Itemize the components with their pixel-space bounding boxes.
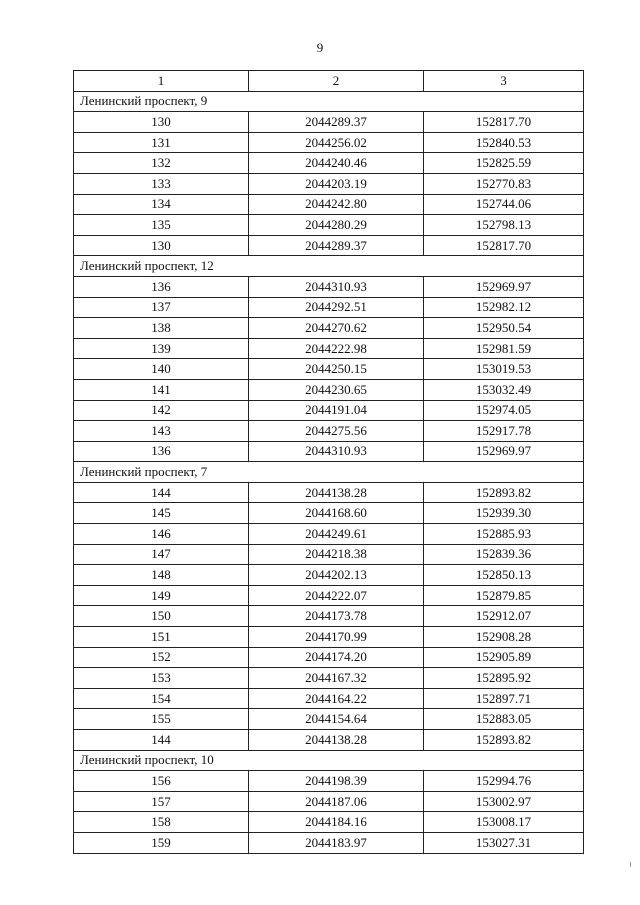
coordinate-y-cell: 152994.76 xyxy=(424,771,584,792)
coordinate-x-cell: 2044168.60 xyxy=(249,503,424,524)
point-number-cell: 136 xyxy=(74,276,249,297)
coordinate-y-cell: 153008.17 xyxy=(424,812,584,833)
coordinate-y-cell: 152893.82 xyxy=(424,730,584,751)
point-number-cell: 158 xyxy=(74,812,249,833)
coordinate-y-cell: 152905.89 xyxy=(424,647,584,668)
point-number-cell: 151 xyxy=(74,627,249,648)
point-number-cell: 159 xyxy=(74,832,249,853)
point-number-cell: 130 xyxy=(74,235,249,256)
coordinate-x-cell: 2044222.07 xyxy=(249,585,424,606)
coordinate-x-cell: 2044310.93 xyxy=(249,441,424,462)
point-number-cell: 138 xyxy=(74,318,249,339)
table-row xyxy=(74,730,584,751)
coordinate-y-cell: 152879.85 xyxy=(424,585,584,606)
coordinate-y-cell: 152969.97 xyxy=(424,441,584,462)
coordinate-x-cell: 2044310.93 xyxy=(249,276,424,297)
point-number-cell: 137 xyxy=(74,297,249,318)
point-number-cell: 157 xyxy=(74,791,249,812)
table-row xyxy=(74,112,584,133)
point-number-cell: 135 xyxy=(74,215,249,236)
coordinate-x-cell: 2044256.02 xyxy=(249,132,424,153)
point-number-cell: 144 xyxy=(74,730,249,751)
table-row xyxy=(74,544,584,565)
point-number-cell: 146 xyxy=(74,524,249,545)
table-row xyxy=(74,359,584,380)
table-row xyxy=(74,668,584,689)
coordinate-y-cell: 152839.36 xyxy=(424,544,584,565)
section-title: Ленинский проспект, 7 xyxy=(74,462,584,483)
coordinate-y-cell: 152982.12 xyxy=(424,297,584,318)
point-number-cell: 130 xyxy=(74,112,249,133)
coordinate-x-cell: 2044167.32 xyxy=(249,668,424,689)
coordinate-y-cell: 152817.70 xyxy=(424,112,584,133)
coordinate-y-cell: 152969.97 xyxy=(424,276,584,297)
coordinate-y-cell: 152897.71 xyxy=(424,688,584,709)
table-header-row xyxy=(74,71,584,92)
table-row xyxy=(74,276,584,297)
coordinate-x-cell: 2044187.06 xyxy=(249,791,424,812)
table-row xyxy=(74,565,584,586)
point-number-cell: 132 xyxy=(74,153,249,174)
coordinate-x-cell: 2044289.37 xyxy=(249,235,424,256)
table-row xyxy=(74,235,584,256)
point-number-cell: 134 xyxy=(74,194,249,215)
coordinate-x-cell: 2044242.80 xyxy=(249,194,424,215)
coordinate-x-cell: 2044164.22 xyxy=(249,688,424,709)
point-number-cell: 150 xyxy=(74,606,249,627)
coordinates-table xyxy=(73,70,584,854)
column-header-x: 2 xyxy=(249,71,424,92)
coordinate-x-cell: 2044184.16 xyxy=(249,812,424,833)
table-row xyxy=(74,338,584,359)
section-title: Ленинский проспект, 12 xyxy=(74,256,584,277)
table-row xyxy=(74,524,584,545)
coordinate-y-cell: 152744.06 xyxy=(424,194,584,215)
table-row xyxy=(74,297,584,318)
table-row xyxy=(74,400,584,421)
point-number-cell: 148 xyxy=(74,565,249,586)
coordinate-y-cell: 152817.70 xyxy=(424,235,584,256)
point-number-cell: 141 xyxy=(74,379,249,400)
table-row xyxy=(74,791,584,812)
coordinate-y-cell: 152893.82 xyxy=(424,482,584,503)
coordinate-y-cell: 152939.30 xyxy=(424,503,584,524)
coordinate-y-cell: 152917.78 xyxy=(424,421,584,442)
column-header-point: 1 xyxy=(74,71,249,92)
point-number-cell: 144 xyxy=(74,482,249,503)
point-number-cell: 155 xyxy=(74,709,249,730)
table-row xyxy=(74,585,584,606)
coordinate-y-cell: 152912.07 xyxy=(424,606,584,627)
column-header-y: 3 xyxy=(424,71,584,92)
point-number-cell: 136 xyxy=(74,441,249,462)
table-row xyxy=(74,709,584,730)
coordinate-x-cell: 2044183.97 xyxy=(249,832,424,853)
coordinate-y-cell: 153032.49 xyxy=(424,379,584,400)
coordinate-x-cell: 2044198.39 xyxy=(249,771,424,792)
coordinate-x-cell: 2044230.65 xyxy=(249,379,424,400)
coordinate-x-cell: 2044173.78 xyxy=(249,606,424,627)
coordinate-x-cell: 2044240.46 xyxy=(249,153,424,174)
section-row xyxy=(74,91,584,112)
coordinate-x-cell: 2044203.19 xyxy=(249,173,424,194)
coordinate-y-cell: 152825.59 xyxy=(424,153,584,174)
point-number-cell: 139 xyxy=(74,338,249,359)
coordinate-x-cell: 2044154.64 xyxy=(249,709,424,730)
point-number-cell: 145 xyxy=(74,503,249,524)
table-row xyxy=(74,379,584,400)
table-row xyxy=(74,441,584,462)
table-row xyxy=(74,771,584,792)
coordinate-y-cell: 152974.05 xyxy=(424,400,584,421)
table-row xyxy=(74,132,584,153)
point-number-cell: 153 xyxy=(74,668,249,689)
coordinate-x-cell: 2044138.28 xyxy=(249,730,424,751)
table-row xyxy=(74,194,584,215)
coordinate-x-cell: 2044249.61 xyxy=(249,524,424,545)
section-row xyxy=(74,750,584,771)
coordinate-y-cell: 152908.28 xyxy=(424,627,584,648)
coordinate-x-cell: 2044170.99 xyxy=(249,627,424,648)
coordinate-x-cell: 2044138.28 xyxy=(249,482,424,503)
coordinate-x-cell: 2044270.62 xyxy=(249,318,424,339)
table-body xyxy=(74,91,584,853)
coordinate-y-cell: 152883.05 xyxy=(424,709,584,730)
coordinate-y-cell: 152770.83 xyxy=(424,173,584,194)
coordinate-x-cell: 2044191.04 xyxy=(249,400,424,421)
point-number-cell: 140 xyxy=(74,359,249,380)
point-number-cell: 156 xyxy=(74,771,249,792)
coordinate-x-cell: 2044222.98 xyxy=(249,338,424,359)
point-number-cell: 149 xyxy=(74,585,249,606)
table-row xyxy=(74,318,584,339)
table-row xyxy=(74,173,584,194)
table-row xyxy=(74,606,584,627)
scan-mark xyxy=(630,862,631,867)
coordinate-y-cell: 152981.59 xyxy=(424,338,584,359)
point-number-cell: 143 xyxy=(74,421,249,442)
coordinate-y-cell: 152798.13 xyxy=(424,215,584,236)
table-row xyxy=(74,688,584,709)
coordinate-x-cell: 2044250.15 xyxy=(249,359,424,380)
coordinate-y-cell: 153019.53 xyxy=(424,359,584,380)
coordinate-x-cell: 2044202.13 xyxy=(249,565,424,586)
coordinate-y-cell: 153002.97 xyxy=(424,791,584,812)
coordinate-x-cell: 2044275.56 xyxy=(249,421,424,442)
point-number-cell: 142 xyxy=(74,400,249,421)
coordinate-y-cell: 152895.92 xyxy=(424,668,584,689)
point-number-cell: 133 xyxy=(74,173,249,194)
table-row xyxy=(74,153,584,174)
point-number-cell: 154 xyxy=(74,688,249,709)
page-number: 9 xyxy=(316,40,324,55)
table-row xyxy=(74,503,584,524)
coordinate-y-cell: 152840.53 xyxy=(424,132,584,153)
point-number-cell: 152 xyxy=(74,647,249,668)
coordinate-x-cell: 2044289.37 xyxy=(249,112,424,133)
table-row xyxy=(74,812,584,833)
coordinate-y-cell: 152950.54 xyxy=(424,318,584,339)
section-row xyxy=(74,256,584,277)
section-title: Ленинский проспект, 9 xyxy=(74,91,584,112)
table-row xyxy=(74,215,584,236)
coordinate-y-cell: 153027.31 xyxy=(424,832,584,853)
table-row xyxy=(74,482,584,503)
table-row xyxy=(74,627,584,648)
table-row xyxy=(74,832,584,853)
coordinate-x-cell: 2044174.20 xyxy=(249,647,424,668)
coordinate-x-cell: 2044292.51 xyxy=(249,297,424,318)
table-row xyxy=(74,647,584,668)
coordinate-x-cell: 2044280.29 xyxy=(249,215,424,236)
coordinate-x-cell: 2044218.38 xyxy=(249,544,424,565)
table-row xyxy=(74,421,584,442)
coordinate-y-cell: 152885.93 xyxy=(424,524,584,545)
section-row xyxy=(74,462,584,483)
point-number-cell: 147 xyxy=(74,544,249,565)
section-title: Ленинский проспект, 10 xyxy=(74,750,584,771)
point-number-cell: 131 xyxy=(74,132,249,153)
coordinate-y-cell: 152850.13 xyxy=(424,565,584,586)
